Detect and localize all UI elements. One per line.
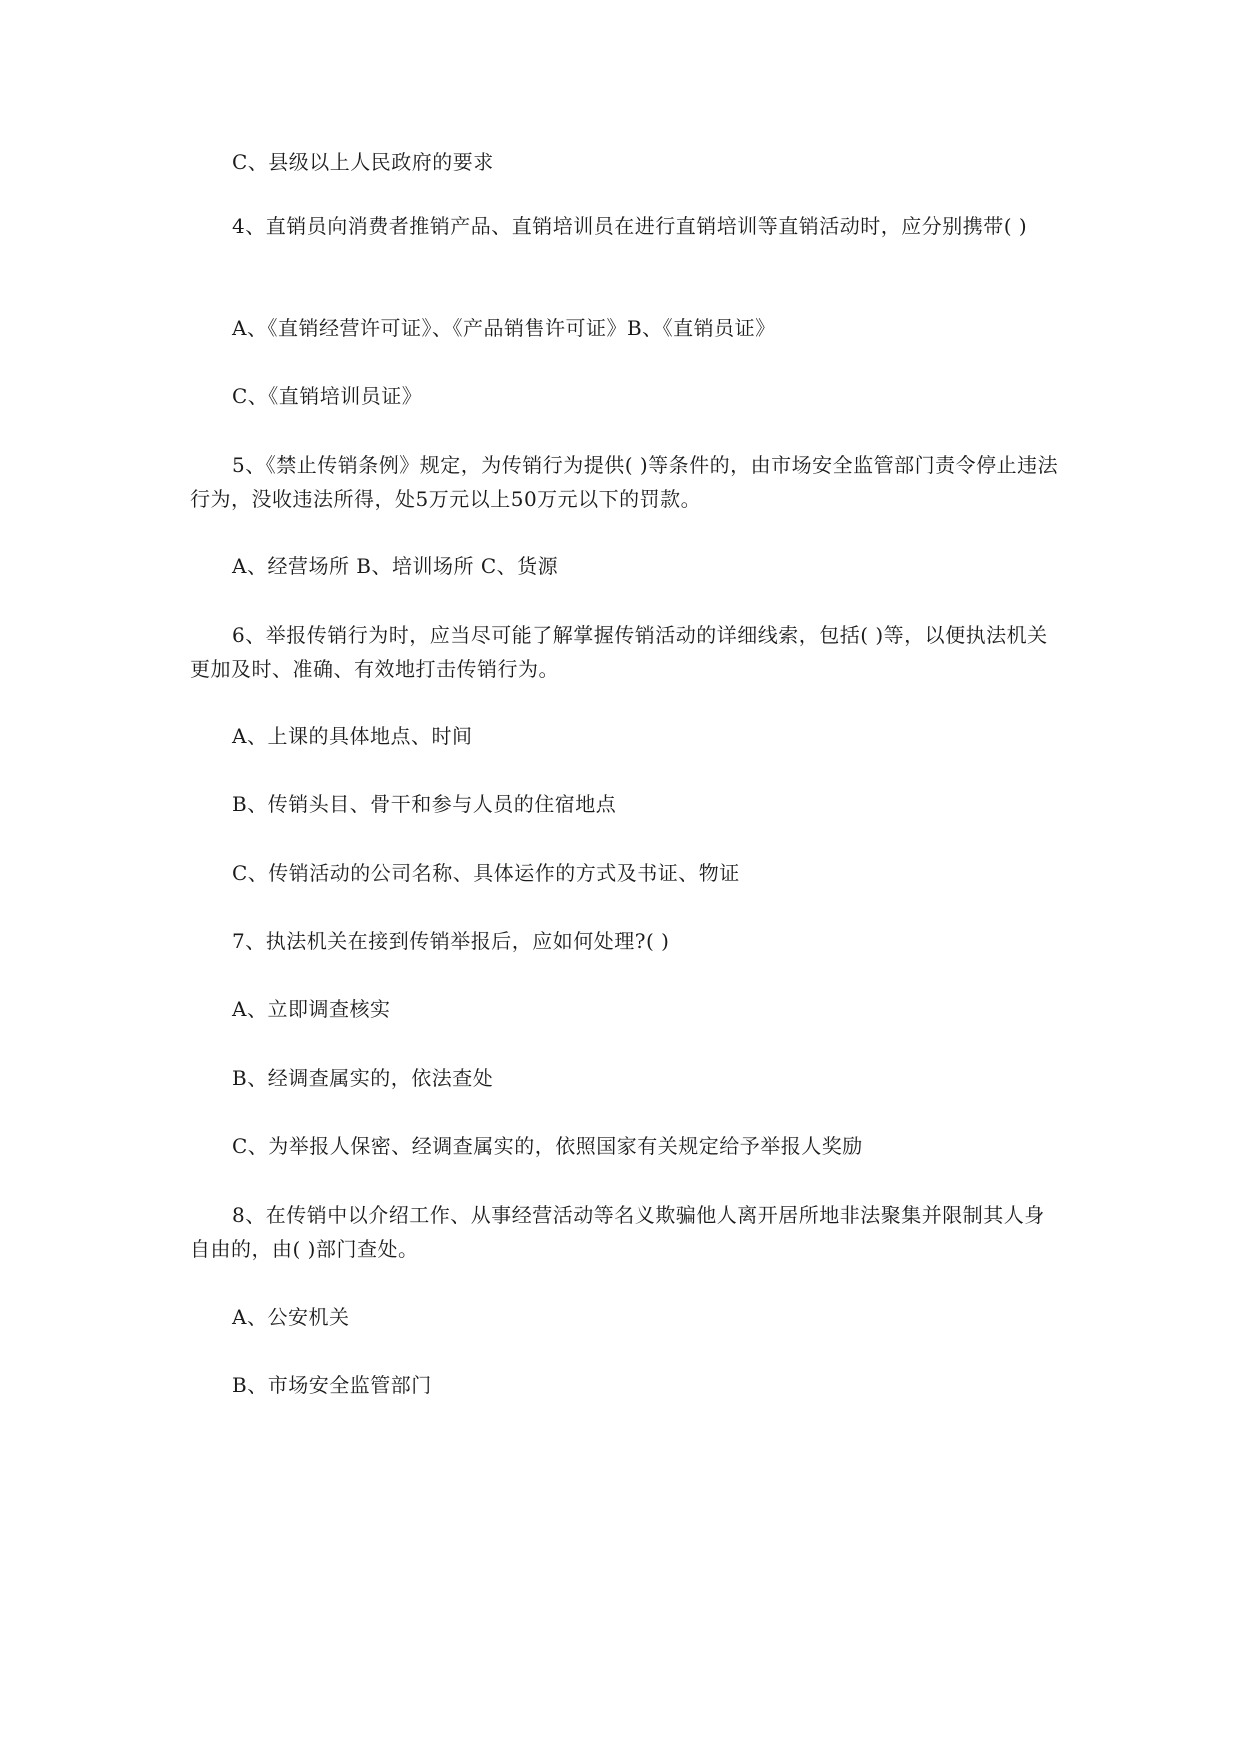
option-a-q8: A、公安机关 — [232, 1305, 350, 1329]
question-8: 8、在传销中以介绍工作、从事经营活动等名义欺骗他人离开居所地非法聚集并限制其人身自由的，由( )部门查处。 — [190, 1203, 1045, 1261]
option-c-q3: C、县级以上人民政府的要求 — [232, 150, 494, 174]
option-a-q6: A、上课的具体地点、时间 — [232, 724, 473, 748]
question-7: 7、执法机关在接到传销举报后，应如何处理?( ) — [232, 929, 670, 953]
question-5: 5、《禁止传销条例》规定，为传销行为提供( )等条件的，由市场安全监管部门责令停止违法行为，没收违法所得，处5万元以上50万元以下的罚款。 — [190, 453, 1059, 511]
option-c-q4: C、《直销培训员证》 — [232, 384, 423, 408]
options-ab-q4: A、《直销经营许可证》、《产品销售许可证》B、《直销员证》 — [232, 316, 776, 340]
option-b-q7: B、经调查属实的，依法查处 — [232, 1066, 494, 1090]
option-c-q6: C、传销活动的公司名称、具体运作的方式及书证、物证 — [232, 861, 740, 885]
option-c-q7: C、为举报人保密、经调查属实的，依照国家有关规定给予举报人奖励 — [232, 1134, 863, 1158]
options-q5: A、经营场所 B、培训场所 C、货源 — [232, 554, 559, 578]
option-a-q7: A、立即调查核实 — [232, 997, 391, 1021]
option-b-q8: B、市场安全监管部门 — [232, 1373, 432, 1397]
option-b-q6: B、传销头目、骨干和参与人员的住宿地点 — [232, 792, 617, 816]
question-4: 4、直销员向消费者推销产品、直销培训员在进行直销培训等直销活动时，应分别携带( ) — [232, 214, 1028, 238]
question-6: 6、举报传销行为时，应当尽可能了解掌握传销活动的详细线索，包括( )等，以便执法机关更加及时、准确、有效地打击传销行为。 — [190, 623, 1048, 681]
